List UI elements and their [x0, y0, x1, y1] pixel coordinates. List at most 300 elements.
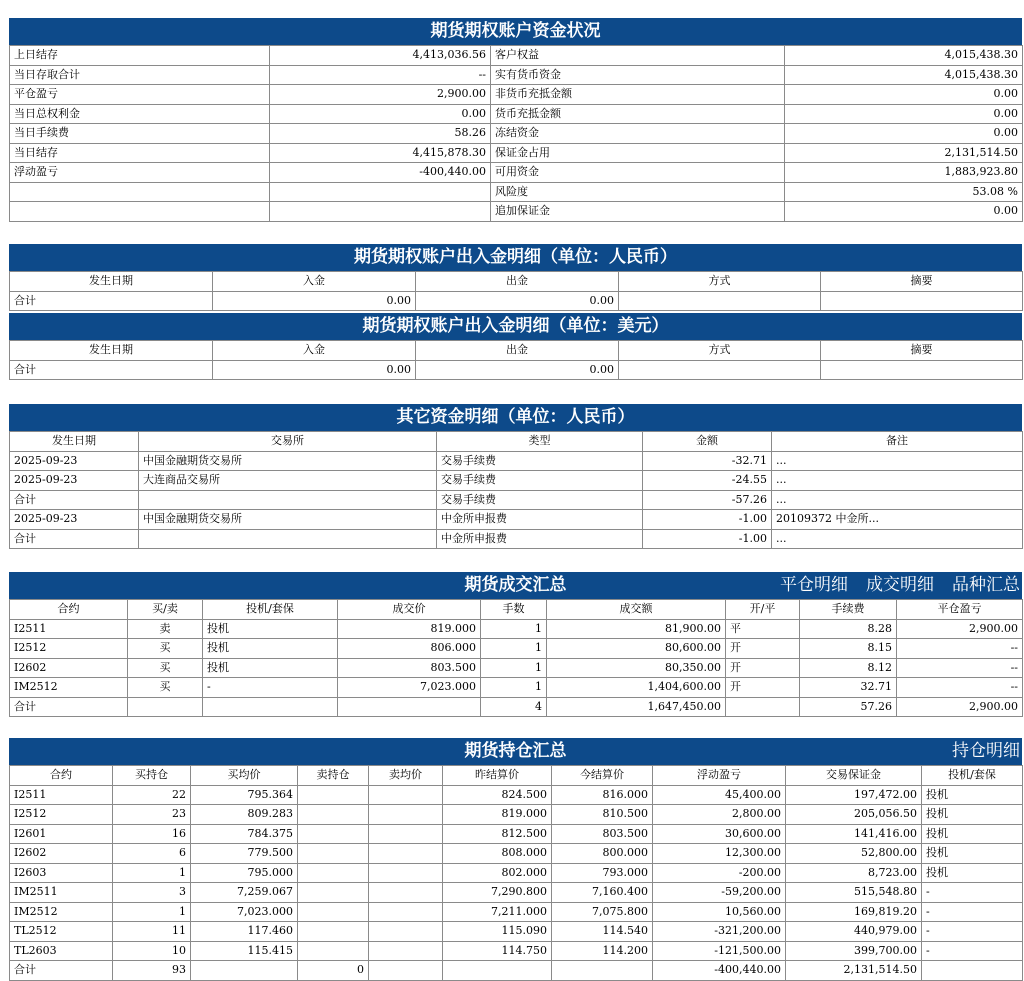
table-cell [443, 961, 552, 981]
table-cell: 中金所申报费 [437, 510, 643, 530]
table-cell [298, 863, 369, 883]
table-cell: 1 [481, 619, 547, 639]
table-cell: 1 [481, 639, 547, 659]
nav-link[interactable]: 持仓明细 [952, 741, 1020, 761]
table-cell: 795.000 [191, 863, 298, 883]
table-cell: 当日手续费 [10, 124, 270, 144]
total-row [10, 360, 1023, 380]
table-cell: 0.00 [213, 360, 416, 380]
table-cell [128, 697, 203, 717]
table-cell: 投机 [922, 844, 1023, 864]
table-cell [369, 883, 443, 903]
table-cell: -1.00 [643, 510, 772, 530]
table-cell: 58.26 [270, 124, 491, 144]
table-cell: 合计 [10, 697, 128, 717]
table-cell: -400,440.00 [653, 961, 786, 981]
table-header-row [10, 341, 1023, 361]
table-cell: TL2603 [10, 941, 113, 961]
table-cell: 20109372 中金所... [772, 510, 1023, 530]
table-cell [139, 529, 437, 549]
table-cell: 中金所申报费 [437, 529, 643, 549]
table-cell: 7,211.000 [443, 902, 552, 922]
table-cell: 当日存取合计 [10, 65, 270, 85]
table-cell: 80,350.00 [547, 658, 726, 678]
table-cell: 819.000 [443, 805, 552, 825]
table-row [10, 941, 1023, 961]
table-cell: - [922, 902, 1023, 922]
table-cell: 4,015,438.30 [785, 46, 1023, 66]
table-cell: 784.375 [191, 824, 298, 844]
table-cell: 7,075.800 [552, 902, 653, 922]
table-cell: 803.500 [338, 658, 481, 678]
column-header: 买均价 [191, 766, 298, 786]
positions-header [9, 738, 1022, 765]
column-header: 卖持仓 [298, 766, 369, 786]
table-cell [369, 805, 443, 825]
column-header: 今结算价 [552, 766, 653, 786]
column-header: 买/卖 [128, 600, 203, 620]
other-funds-header [9, 404, 1022, 431]
section-title: 期货期权账户出入金明细（单位：人民币） [354, 247, 677, 267]
table-cell: 投机 [203, 639, 338, 659]
table-cell: 53.08 % [785, 182, 1023, 202]
table-header-row [10, 600, 1023, 620]
table-cell: -- [897, 658, 1023, 678]
nav-link[interactable]: 品种汇总 [952, 575, 1020, 595]
nav-link[interactable]: 成交明细 [866, 575, 934, 595]
table-cell: - [922, 922, 1023, 942]
table-cell: 440,979.00 [786, 922, 922, 942]
table-cell: 合计 [10, 529, 139, 549]
table-cell [10, 182, 270, 202]
table-cell: -- [270, 65, 491, 85]
table-cell: ... [772, 490, 1023, 510]
table-cell: 800.000 [552, 844, 653, 864]
table-row [10, 824, 1023, 844]
table-cell: 当日总权利金 [10, 104, 270, 124]
table-row [10, 922, 1023, 942]
account-summary-header [9, 18, 1022, 45]
column-header: 买持仓 [113, 766, 191, 786]
table-cell [821, 360, 1023, 380]
table-cell: 2,131,514.50 [786, 961, 922, 981]
table-row [10, 619, 1023, 639]
table-cell: 7,290.800 [443, 883, 552, 903]
table-cell: 23 [113, 805, 191, 825]
table-cell: 809.283 [191, 805, 298, 825]
account-summary-table [9, 45, 1023, 222]
table-cell: 合计 [10, 360, 213, 380]
column-header: 入金 [213, 272, 416, 292]
trades-table [9, 599, 1023, 717]
table-row [10, 471, 1023, 491]
trades-nav-links [762, 572, 1020, 598]
other-funds-section [9, 404, 1022, 549]
column-header: 方式 [619, 341, 821, 361]
table-cell [369, 863, 443, 883]
table-cell [922, 961, 1023, 981]
table-cell: 合计 [10, 490, 139, 510]
table-cell: 买 [128, 658, 203, 678]
column-header: 发生日期 [10, 341, 213, 361]
table-cell: 0.00 [785, 85, 1023, 105]
table-row [10, 658, 1023, 678]
column-header: 备注 [772, 432, 1023, 452]
table-cell: 1,883,923.80 [785, 163, 1023, 183]
column-header: 手数 [481, 600, 547, 620]
table-cell: 812.500 [443, 824, 552, 844]
table-row [10, 65, 1023, 85]
table-cell: 114.540 [552, 922, 653, 942]
table-cell: -121,500.00 [653, 941, 786, 961]
table-cell: 169,819.20 [786, 902, 922, 922]
table-header-row [10, 766, 1023, 786]
table-cell: 8.28 [800, 619, 897, 639]
table-cell: 风险度 [491, 182, 785, 202]
table-cell: 803.500 [552, 824, 653, 844]
table-cell: 205,056.50 [786, 805, 922, 825]
trades-header [9, 572, 1022, 599]
table-cell: 824.500 [443, 785, 552, 805]
table-cell: TL2512 [10, 922, 113, 942]
table-cell: 投机 [203, 658, 338, 678]
column-header: 摘要 [821, 341, 1023, 361]
column-header: 交易保证金 [786, 766, 922, 786]
table-cell: 81,900.00 [547, 619, 726, 639]
table-cell: 52,800.00 [786, 844, 922, 864]
table-cell: 卖 [128, 619, 203, 639]
usd-flow-header [9, 313, 1022, 340]
table-cell: 0.00 [785, 104, 1023, 124]
table-cell: 6 [113, 844, 191, 864]
column-header: 金额 [643, 432, 772, 452]
table-cell: 779.500 [191, 844, 298, 864]
table-cell [726, 697, 800, 717]
table-header-row [10, 272, 1023, 292]
table-cell: 1,647,450.00 [547, 697, 726, 717]
table-cell: 交易手续费 [437, 471, 643, 491]
table-cell: 32.71 [800, 678, 897, 698]
table-cell: 802.000 [443, 863, 552, 883]
table-cell: 买 [128, 678, 203, 698]
table-cell: -24.55 [643, 471, 772, 491]
table-cell: - [203, 678, 338, 698]
table-cell: 投机 [922, 863, 1023, 883]
table-cell: 2,900.00 [270, 85, 491, 105]
usd-flow-table [9, 340, 1023, 380]
section-title: 期货期权账户出入金明细（单位：美元） [362, 316, 669, 336]
table-row [10, 124, 1023, 144]
table-cell [298, 922, 369, 942]
table-cell: 当日结存 [10, 143, 270, 163]
table-cell: 819.000 [338, 619, 481, 639]
table-cell: 0.00 [416, 360, 619, 380]
table-cell: 非货币充抵金额 [491, 85, 785, 105]
table-cell: 11 [113, 922, 191, 942]
section-title: 其它资金明细（单位：人民币） [396, 407, 635, 427]
table-cell [191, 961, 298, 981]
table-cell: 开 [726, 639, 800, 659]
table-cell: 平 [726, 619, 800, 639]
table-row [10, 510, 1023, 530]
table-cell: 197,472.00 [786, 785, 922, 805]
table-cell [298, 941, 369, 961]
table-cell [270, 182, 491, 202]
table-cell [139, 490, 437, 510]
table-cell: - [922, 883, 1023, 903]
total-row [10, 490, 1023, 510]
column-header: 平仓盈亏 [897, 600, 1023, 620]
table-cell: 0.00 [785, 202, 1023, 222]
table-cell [298, 883, 369, 903]
table-cell: 7,259.067 [191, 883, 298, 903]
table-cell: 1 [113, 902, 191, 922]
table-cell: 客户权益 [491, 46, 785, 66]
table-cell [619, 360, 821, 380]
column-header: 出金 [416, 272, 619, 292]
table-cell [369, 902, 443, 922]
table-cell: 合计 [10, 291, 213, 311]
table-cell: 追加保证金 [491, 202, 785, 222]
table-cell: IM2512 [10, 902, 113, 922]
table-cell: 1 [481, 678, 547, 698]
table-cell: 合计 [10, 961, 113, 981]
cny-flow-header [9, 244, 1022, 271]
table-cell: 45,400.00 [653, 785, 786, 805]
table-cell: 大连商品交易所 [139, 471, 437, 491]
usd-flow-section [9, 313, 1022, 380]
total-row [10, 529, 1023, 549]
table-cell [298, 824, 369, 844]
table-cell: ... [772, 471, 1023, 491]
table-cell: 冻结资金 [491, 124, 785, 144]
table-row [10, 805, 1023, 825]
table-cell: IM2512 [10, 678, 128, 698]
column-header: 浮动盈亏 [653, 766, 786, 786]
table-row [10, 883, 1023, 903]
column-header: 成交价 [338, 600, 481, 620]
column-header: 摘要 [821, 272, 1023, 292]
table-cell: 交易手续费 [437, 490, 643, 510]
table-cell: 2,131,514.50 [785, 143, 1023, 163]
table-cell: I2602 [10, 844, 113, 864]
table-cell [298, 785, 369, 805]
table-cell: 4,015,438.30 [785, 65, 1023, 85]
table-cell: 0.00 [416, 291, 619, 311]
table-cell: 开 [726, 658, 800, 678]
table-cell: - [922, 941, 1023, 961]
table-cell: 投机 [203, 619, 338, 639]
table-cell: 实有货币资金 [491, 65, 785, 85]
column-header: 发生日期 [10, 272, 213, 292]
table-row [10, 202, 1023, 222]
table-cell: I2512 [10, 805, 113, 825]
table-cell: 117.460 [191, 922, 298, 942]
table-cell: 2,800.00 [653, 805, 786, 825]
table-cell: 0.00 [213, 291, 416, 311]
table-cell: 8.15 [800, 639, 897, 659]
table-row [10, 785, 1023, 805]
table-cell: 2025-09-23 [10, 471, 139, 491]
table-cell: -321,200.00 [653, 922, 786, 942]
column-header: 发生日期 [10, 432, 139, 452]
table-cell: -1.00 [643, 529, 772, 549]
table-cell: -32.71 [643, 451, 772, 471]
table-cell: 4,413,036.56 [270, 46, 491, 66]
table-cell: 1 [481, 658, 547, 678]
table-cell: 16 [113, 824, 191, 844]
column-header: 手续费 [800, 600, 897, 620]
table-row [10, 46, 1023, 66]
table-cell: 上日结存 [10, 46, 270, 66]
cny-flow-table [9, 271, 1023, 311]
column-header: 投机/套保 [922, 766, 1023, 786]
table-cell [369, 844, 443, 864]
table-cell: 115.090 [443, 922, 552, 942]
table-cell: 10,560.00 [653, 902, 786, 922]
table-cell: 57.26 [800, 697, 897, 717]
table-cell: 货币充抵金额 [491, 104, 785, 124]
table-cell: 2025-09-23 [10, 510, 139, 530]
table-cell: 开 [726, 678, 800, 698]
column-header: 昨结算价 [443, 766, 552, 786]
table-cell: 808.000 [443, 844, 552, 864]
table-cell [821, 291, 1023, 311]
nav-link[interactable]: 平仓明细 [780, 575, 848, 595]
table-cell: 93 [113, 961, 191, 981]
other-funds-table [9, 431, 1023, 549]
table-cell: 2,900.00 [897, 619, 1023, 639]
column-header: 合约 [10, 600, 128, 620]
table-cell: 795.364 [191, 785, 298, 805]
table-cell [298, 805, 369, 825]
table-row [10, 902, 1023, 922]
table-cell [369, 785, 443, 805]
trades-section [9, 572, 1022, 717]
table-cell: ... [772, 529, 1023, 549]
table-cell: 投机 [922, 805, 1023, 825]
column-header: 交易所 [139, 432, 437, 452]
total-row [10, 291, 1023, 311]
table-cell: 交易手续费 [437, 451, 643, 471]
table-header-row [10, 432, 1023, 452]
table-cell: 4 [481, 697, 547, 717]
table-cell: 平仓盈亏 [10, 85, 270, 105]
table-cell: 22 [113, 785, 191, 805]
table-cell: -200.00 [653, 863, 786, 883]
table-cell: 1,404,600.00 [547, 678, 726, 698]
table-row [10, 678, 1023, 698]
table-cell: 10 [113, 941, 191, 961]
table-cell [369, 961, 443, 981]
table-cell: 793.000 [552, 863, 653, 883]
table-cell: 0.00 [785, 124, 1023, 144]
table-cell: I2601 [10, 824, 113, 844]
column-header: 合约 [10, 766, 113, 786]
column-header: 方式 [619, 272, 821, 292]
cny-flow-section [9, 244, 1022, 311]
table-cell: -59,200.00 [653, 883, 786, 903]
table-cell [369, 824, 443, 844]
table-cell: 中国金融期货交易所 [139, 451, 437, 471]
table-cell: -400,440.00 [270, 163, 491, 183]
table-cell: 1 [113, 863, 191, 883]
table-cell [10, 202, 270, 222]
table-row [10, 104, 1023, 124]
table-cell: 7,023.000 [338, 678, 481, 698]
table-cell: 114.200 [552, 941, 653, 961]
table-cell: I2602 [10, 658, 128, 678]
positions-nav-links [934, 738, 1020, 764]
table-cell: 12,300.00 [653, 844, 786, 864]
account-summary-section [9, 18, 1022, 222]
table-row [10, 85, 1023, 105]
positions-section [9, 738, 1022, 981]
section-title: 期货成交汇总 [464, 575, 567, 595]
positions-table [9, 765, 1023, 981]
table-cell: 8.12 [800, 658, 897, 678]
table-cell [369, 922, 443, 942]
table-row [10, 163, 1023, 183]
column-header: 成交额 [547, 600, 726, 620]
table-cell: 3 [113, 883, 191, 903]
table-cell: 115.415 [191, 941, 298, 961]
table-cell [338, 697, 481, 717]
table-row [10, 451, 1023, 471]
table-row [10, 639, 1023, 659]
column-header: 入金 [213, 341, 416, 361]
table-cell [369, 941, 443, 961]
table-cell: ... [772, 451, 1023, 471]
table-cell: 2025-09-23 [10, 451, 139, 471]
table-cell: 保证金占用 [491, 143, 785, 163]
table-cell: 816.000 [552, 785, 653, 805]
table-cell [298, 902, 369, 922]
table-cell: 141,416.00 [786, 824, 922, 844]
table-cell: 0.00 [270, 104, 491, 124]
table-row [10, 182, 1023, 202]
table-cell: 515,548.80 [786, 883, 922, 903]
table-cell: IM2511 [10, 883, 113, 903]
table-cell: 投机 [922, 824, 1023, 844]
table-cell: 中国金融期货交易所 [139, 510, 437, 530]
table-cell: 2,900.00 [897, 697, 1023, 717]
table-cell: 806.000 [338, 639, 481, 659]
table-cell: 114.750 [443, 941, 552, 961]
table-row [10, 863, 1023, 883]
table-cell [203, 697, 338, 717]
table-cell: 8,723.00 [786, 863, 922, 883]
column-header: 类型 [437, 432, 643, 452]
column-header: 开/平 [726, 600, 800, 620]
column-header: 出金 [416, 341, 619, 361]
table-cell: 可用资金 [491, 163, 785, 183]
table-cell: 买 [128, 639, 203, 659]
section-title: 期货期权账户资金状况 [430, 21, 601, 41]
table-cell: 浮动盈亏 [10, 163, 270, 183]
table-cell [619, 291, 821, 311]
table-cell: I2512 [10, 639, 128, 659]
column-header: 投机/套保 [203, 600, 338, 620]
table-cell: 30,600.00 [653, 824, 786, 844]
table-cell: I2511 [10, 619, 128, 639]
table-cell: 7,160.400 [552, 883, 653, 903]
table-cell: -- [897, 639, 1023, 659]
table-cell: 810.500 [552, 805, 653, 825]
table-cell [552, 961, 653, 981]
table-cell: 投机 [922, 785, 1023, 805]
table-cell [270, 202, 491, 222]
